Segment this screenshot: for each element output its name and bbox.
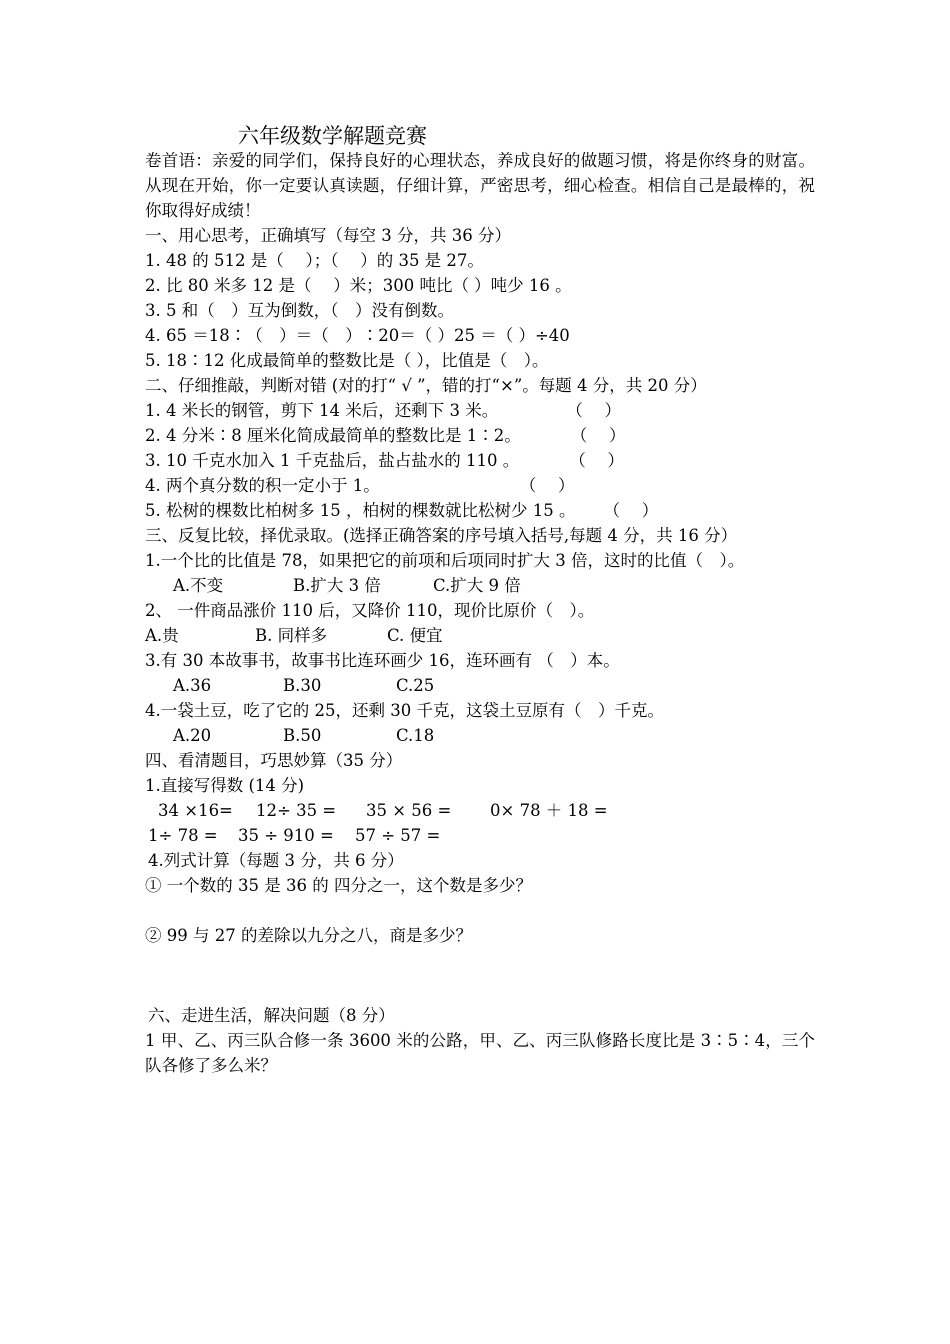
judge-question-5 — [145, 498, 815, 523]
option-a: A.20 — [173, 726, 212, 745]
option-b: B.30 — [283, 676, 322, 695]
judge-question-3 — [145, 448, 815, 473]
section4-sub4: 4.列式计算（每题 3 分，共 6 分） — [148, 851, 404, 870]
calc-item: 57 ÷ 57 = — [355, 826, 441, 845]
word-problem-1: 1 甲、乙、丙三队合修一条 3600 米的公路，甲、乙、丙三队修路长度比是 3∶5∶4，三个队各修了多么米？ — [145, 1031, 815, 1075]
judge-question-text: 3. 10 千克水加入 1 千克盐后，盐占盐水的 110 。 — [145, 451, 520, 470]
section4-heading: 四、看清题目，巧思妙算（35 分） — [145, 751, 403, 770]
page-title: 六年级数学解题竞赛 — [238, 124, 427, 148]
section4-sub1: 1.直接写得数 (14 分) — [145, 776, 305, 795]
fill-question-3: 3. 5 和（ ）互为倒数，（ ）没有倒数。 — [145, 301, 454, 320]
fill-question-1: 1. 48 的 512 是（ ）；（ ）的 35 是 27。 — [145, 251, 484, 270]
calc-item: 1÷ 78 = — [148, 826, 218, 845]
answer-parentheses: （ ） — [566, 401, 621, 420]
exam-content — [145, 148, 815, 1078]
word-calc-question-1: ① 一个数的 35 是 36 的 四分之一，这个数是多少？ — [145, 876, 532, 895]
calc-item: 34 ×16= — [158, 801, 233, 820]
section6-heading: 六、走进生活，解决问题（8 分） — [148, 1006, 395, 1025]
judge-question-text: 4. 两个真分数的积一定小于 1。 — [145, 476, 380, 495]
section3-heading: 三、反复比较，择优录取。(选择正确答案的序号填入括号,每题 4 分，共 16 分） — [145, 526, 738, 545]
choice-question-3: 3.有 30 本故事书，故事书比连环画少 16，连环画有 （ ）本。 — [145, 651, 620, 670]
fill-question-5: 5. 18∶12 化成最简单的整数比是（ ），比值是（ ）。 — [145, 351, 549, 370]
choice-options-4 — [145, 723, 815, 748]
calc-row-2 — [145, 823, 815, 848]
answer-parentheses: （ ） — [569, 451, 624, 470]
option-b: B.50 — [283, 726, 322, 745]
calc-row-1 — [145, 798, 815, 823]
answer-parentheses: （ ） — [603, 501, 659, 520]
choice-question-2: 2、 一件商品涨价 110 后，又降价 110，现价比原价（ ）。 — [145, 601, 595, 620]
judge-question-text: 1. 4 米长的钢管，剪下 14 米后，还剩下 3 米。 — [145, 401, 499, 420]
option-a: A.贵 — [145, 626, 179, 645]
option-b: B.扩大 3 倍 — [293, 576, 381, 595]
option-a: A.不变 — [173, 576, 224, 595]
option-c: C.扩大 9 倍 — [433, 576, 521, 595]
answer-parentheses: （ ） — [519, 476, 575, 495]
judge-question-text: 2. 4 分米∶8 厘米化简成最简单的整数比是 1∶2。 — [145, 426, 521, 445]
fill-question-4: 4. 65 ＝18∶（ ）＝（ ）∶20＝（ ）25 ＝（ ）÷40 — [145, 326, 570, 345]
choice-question-4: 4.一袋土豆，吃了它的 25，还剩 30 千克，这袋土豆原有（ ）千克。 — [145, 701, 664, 720]
answer-space — [145, 898, 815, 923]
calc-item: 35 ÷ 910 = — [238, 826, 334, 845]
option-a: A.36 — [173, 676, 212, 695]
judge-question-text: 5. 松树的棵数比柏树多 15 ，柏树的棵数就比松树少 15 。 — [145, 501, 576, 520]
choice-question-1: 1.一个比的比值是 78，如果把它的前项和后项同时扩大 3 倍，这时的比值（ ）。 — [145, 551, 745, 570]
judge-question-2 — [145, 423, 815, 448]
section1-heading: 一、用心思考，正确填写（每空 3 分，共 36 分） — [145, 226, 511, 245]
option-c: C.25 — [396, 676, 435, 695]
option-b: B. 同样多 — [255, 626, 328, 645]
choice-options-3 — [145, 673, 815, 698]
option-c: C. 便宜 — [387, 626, 443, 645]
choice-options-2 — [145, 623, 815, 648]
option-c: C.18 — [396, 726, 435, 745]
answer-parentheses: （ ） — [570, 426, 626, 445]
judge-question-4 — [145, 473, 815, 498]
answer-space — [145, 948, 815, 1003]
calc-item: 35 × 56 = — [366, 801, 452, 820]
word-calc-question-2: ② 99 与 27 的差除以九分之八，商是多少？ — [145, 926, 472, 945]
calc-item: 12÷ 35 = — [256, 801, 337, 820]
judge-question-1 — [145, 398, 815, 423]
fill-question-2: 2. 比 80 米多 12 是（ ）米；300 吨比（ ）吨少 16 。 — [145, 276, 572, 295]
section2-heading: 二、仔细推敲，判断对错 (对的打“ √ ”，错的打“×”。每题 4 分，共 20 分） — [145, 376, 707, 395]
choice-options-1 — [145, 573, 815, 598]
preface: 卷首语：亲爱的同学们，保持良好的心理状态，养成良好的做题习惯，将是你终身的财富。从现在开始，你一定要认真读题，仔细计算，严密思考，细心检查。相信自己是最棒的，祝你取得好成绩！ — [145, 151, 815, 220]
calc-item: 0× 78 ＋ 18 = — [490, 801, 608, 820]
